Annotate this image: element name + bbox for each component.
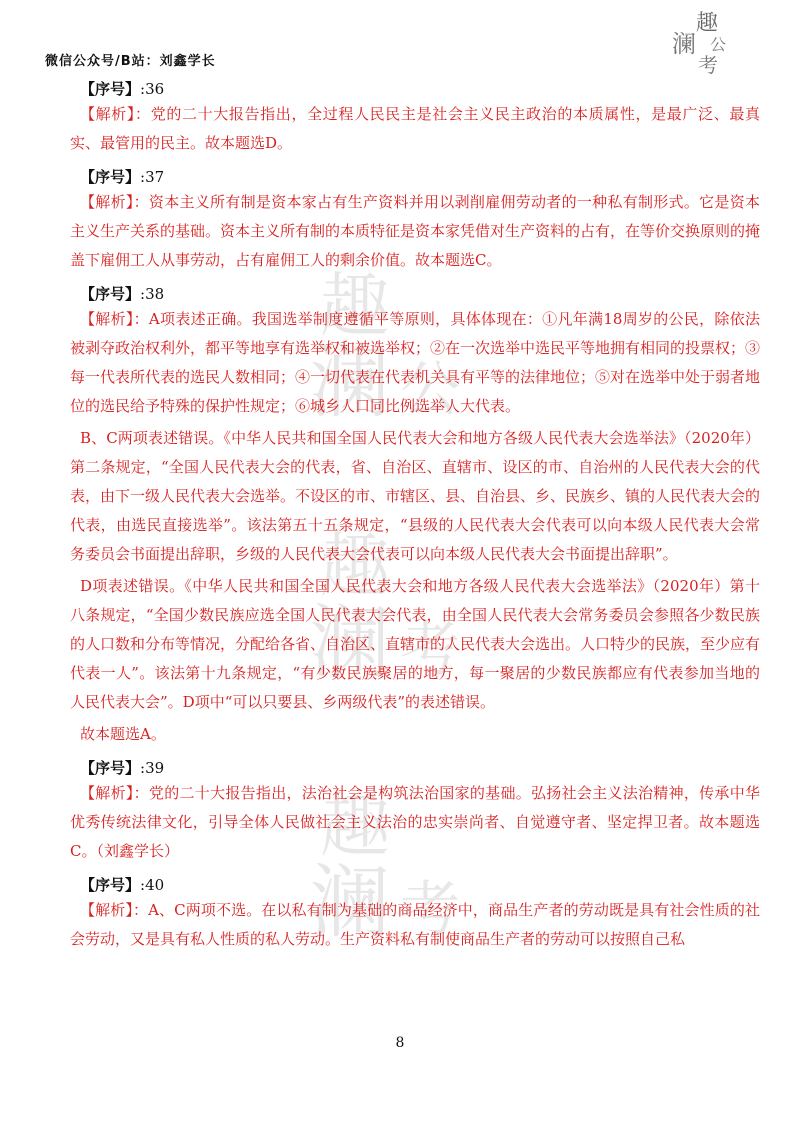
- watermark-char: 趣: [320, 525, 390, 607]
- sequence-tag: 【序号】: [80, 285, 141, 303]
- answer-entry-40: [70, 874, 760, 954]
- sequence-number: :40: [140, 876, 165, 894]
- sequence-tag: 【序号】: [80, 876, 141, 894]
- answer-entry-36: [70, 78, 760, 158]
- analysis-paragraph: B、C两项表述错误。《中华人民共和国全国人民代表大会和地方各级人民代表大会选举法》（2020年）第二条规定，“全国人民代表大会的代表，省、自治区、直辖市、设区的市、自治州的人民代表大会的代表，由下一级人民代表大会选举。不设区的市、市辖区、县、自治县、乡、民族乡、镇的人民代表大会的代表，由选民直接选举”。该法第五十五条规定，“县级的人民代表大会代表可以向本级人民代表大会常务委员会书面提出辞职，乡级的人民代表大会代表可以向本级人民代表大会书面提出辞职”。: [70, 429, 761, 563]
- analysis-paragraph: 【解析】：党的二十大报告指出，全过程人民民主是社会主义民主政治的本质属性，是最广泛、最真实、最管用的民主。故本题选D。: [70, 105, 760, 152]
- analysis-paragraph: D项表述错误。《中华人民共和国全国人民代表大会和地方各级人民代表大会选举法》（2020年）第十八条规定，“全国少数民族应选全国人民代表大会代表，由全国人民代表大会常务委员会参照各少数民族的人口数和分布等情况，分配给各省、自治区、直辖市的人民代表大会选出。人口特少的民族，至少应有代表一人”。该法第十九条规定，“有少数民族聚居的地方，每一聚居的少数民族都应有代表参加当地的人民代表大会”。D项中“可以只要县、乡两级代表”的表述错误。: [70, 577, 761, 711]
- sequence-label: [80, 78, 760, 100]
- sequence-number: :38: [140, 285, 165, 303]
- watermark-char: 趣: [320, 265, 390, 347]
- watermark-char: 澜: [310, 336, 390, 429]
- watermark-char: 公: [400, 355, 460, 425]
- logo-char: 考: [698, 53, 718, 76]
- analysis-paragraph: 【解析】：资本主义所有制是资本家占有生产资料并用以剥削雇佣劳动者的一种私有制形式。它是资本主义生产关系的基础。资本主义所有制的本质特征是资本家凭借对生产资料的占有，在等价交换原则的掩盖下雇佣工人从事劳动，占有雇佣工人的剩余价值。故本题选C。: [70, 193, 761, 269]
- page-number: 8: [395, 1035, 405, 1051]
- sequence-number: :37: [140, 168, 165, 186]
- logo-char: 公: [710, 35, 727, 54]
- watermark-char: 趣: [320, 785, 390, 867]
- sequence-tag: 【序号】: [80, 168, 141, 186]
- logo-char: 趣: [696, 11, 719, 36]
- watermark-char: 澜: [310, 856, 390, 949]
- sequence-tag: 【序号】: [80, 80, 141, 98]
- answer-entry-39: [70, 757, 760, 866]
- answer-entry-37: [70, 166, 760, 275]
- sequence-tag: 【序号】: [80, 759, 141, 777]
- analysis-conclusion: 故本题选A。: [80, 725, 166, 743]
- watermark-char: 考: [400, 875, 460, 945]
- sequence-number: :36: [140, 80, 165, 98]
- watermark-char: 考: [400, 615, 460, 685]
- answer-list: [70, 78, 760, 962]
- analysis-paragraph: 【解析】：党的二十大报告指出，法治社会是构筑法治国家的基础。弘扬社会主义法治精神，传承中华优秀传统法律文化，引导全体人民做社会主义法治的忠实崇尚者、自觉遵守者、坚定捍卫者。故本题选C。（刘鑫学长）: [70, 784, 760, 860]
- analysis-paragraph: 【解析】：A、C两项不选。在以私有制为基础的商品经济中，商品生产者的劳动既是具有社会性质的社会劳动，又是具有私人性质的私人劳动。生产资料私有制使商品生产者的劳动可以按照自己私: [70, 901, 760, 948]
- watermark-char: 澜: [310, 596, 390, 689]
- sequence-number: :39: [140, 759, 165, 777]
- answer-entry-38: [70, 283, 760, 749]
- sequence-label: [80, 874, 760, 896]
- analysis-paragraph: 【解析】：A项表述正确。我国选举制度遵循平等原则，具体体现在：①凡年满18周岁的公民，除依法被剥夺政治权利外，都平等地享有选举权和被选举权；②在一次选举中选民平等地拥有相同的投票权；③每一代表所代表的选民人数相同；④一切代表在代表机关具有平等的法律地位；⑤对在选举中处于弱者地位的选民给予特殊的保护性规定；⑥城乡人口同比例选举人大代表。: [70, 310, 761, 415]
- brand-logo: [668, 6, 738, 76]
- sequence-label: [80, 283, 760, 305]
- logo-char: 澜: [672, 30, 696, 58]
- header-note: 微信公众号/B站：刘鑫学长: [45, 54, 216, 69]
- sequence-label: [80, 166, 760, 188]
- sequence-label: [80, 757, 760, 779]
